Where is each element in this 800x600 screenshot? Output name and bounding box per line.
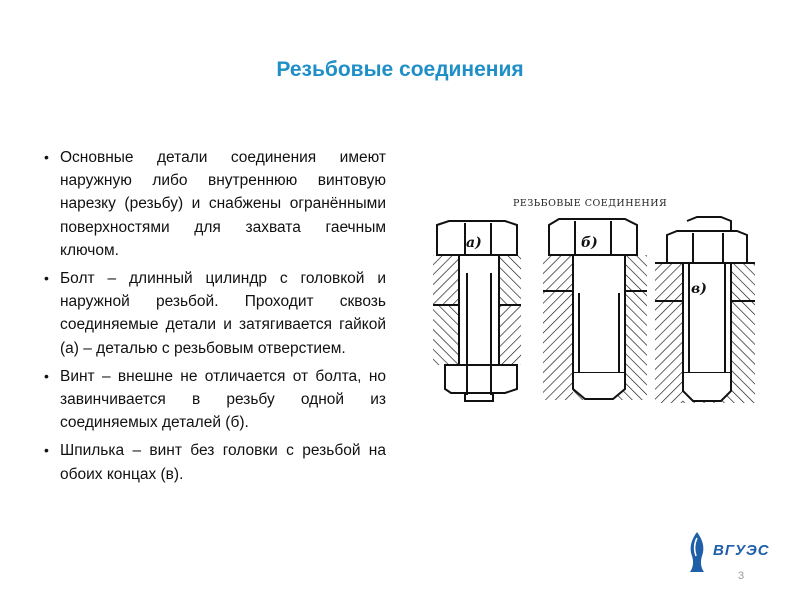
bullet-dot: • — [44, 149, 49, 165]
bullet-text: Основные детали соединения имеют наружную либо внутреннюю винтовую нарезку (резьбу) и снабжены огранёнными поверхностями для захвата гаечным ключом. — [60, 149, 386, 259]
bullet-dot: • — [44, 270, 49, 287]
bullet-item — [42, 267, 386, 360]
page-number: 3 — [738, 570, 745, 582]
bullet-text: Винт – внешне не отличается от болта, но завинчивается в резьбу одной из соединяемых деталей (б). — [60, 367, 386, 432]
logo-text: ВГУЭС — [713, 542, 770, 559]
figure-caption: РЕЗЬБОВЫЕ СОЕДИНЕНИЯ — [513, 198, 668, 209]
label-a: а) — [466, 235, 482, 251]
university-emblem-icon — [683, 530, 711, 574]
bullet-item — [42, 365, 386, 435]
stud-drawing — [655, 217, 755, 403]
university-logo — [683, 530, 775, 574]
slide-title: Резьбовые соединения — [276, 58, 524, 81]
label-v: в) — [691, 281, 707, 297]
bullet-dot: • — [44, 367, 49, 384]
bullet-text: Болт – длинный цилиндр с головкой и наружной резьбой. Проходит сквозь соединяемые детали и затягивается гайкой (а) – деталью с резьбовым отверстием. — [60, 270, 386, 357]
bullet-dot: • — [44, 442, 49, 459]
bullet-item — [42, 439, 386, 485]
threaded-joints-figure — [425, 195, 765, 410]
label-b: б) — [581, 235, 598, 251]
bullet-text: Шпилька – винт без головки с резьбой на обоих концах (в). — [60, 442, 386, 483]
bullet-list — [42, 146, 386, 491]
bullet-item — [42, 146, 386, 262]
threaded-joints-drawing — [425, 213, 765, 408]
